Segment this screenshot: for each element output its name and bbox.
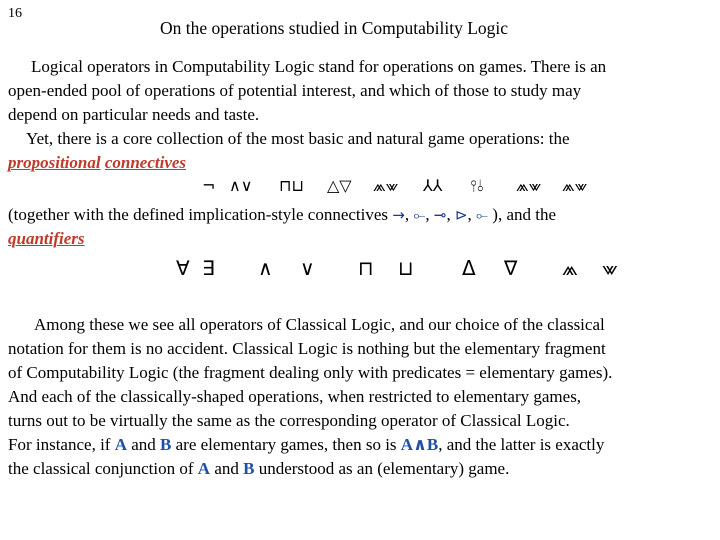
para2-line6-text-d: , and the latter is exactly [438, 435, 605, 454]
implication-symbol-3: ⊸ [433, 206, 447, 224]
para2-line4: And each of the classically-shaped operations, when restricted to elementary games, [8, 387, 582, 406]
negation-symbol: ¬ [202, 176, 216, 195]
recurrence-connectives-symbol: ⩕⩖ [373, 176, 399, 195]
para1-line1: Logical operators in Computability Logic stand for operations on games. There is an [31, 57, 607, 76]
para2-line6-text-b: and [126, 435, 161, 454]
game-B: B [160, 435, 172, 454]
sequential-connectives-symbol: △▽ [327, 176, 352, 195]
sequential-existential-symbol: ∇ [504, 256, 518, 280]
sequential-universal-symbol: Δ [462, 256, 476, 280]
branching-connectives-symbol: ⅄⅄ [423, 176, 443, 195]
game-B-2: B [243, 459, 255, 478]
game-A-and-B: A∧B [400, 435, 439, 454]
parallel-existential-symbol: ∨ [300, 256, 315, 280]
extra-connectives-symbol-1: ⩕⩖ [516, 176, 542, 195]
para2-line1: Among these we see all operators of Classical Logic, and our choice of the classical [34, 315, 605, 334]
implication-symbol-1: → [392, 206, 405, 224]
para2-line5: turns out to be virtually the same as the corresponding operator of Classical Logic. [8, 411, 570, 430]
para2-line7 [8, 457, 509, 481]
game-A: A [114, 435, 127, 454]
implication-text-after: ), and the [492, 205, 557, 224]
para1-line3: depend on particular needs and taste. [8, 105, 260, 124]
term-connectives: connectives [104, 153, 187, 172]
game-A-2: A [197, 459, 211, 478]
para2-line7-text-a: the classical conjunction of [8, 459, 198, 478]
term-quantifiers: quantifiers [8, 229, 85, 248]
choice-connectives-symbol: ⊓⊔ [279, 176, 304, 195]
parallel-universal-symbol: ∧ [258, 256, 273, 280]
exists-symbol: ∃ [202, 256, 215, 280]
para2-line2: notation for them is no accident. Classical Logic is nothing but the elementary fragment [8, 339, 606, 358]
para1-line5 [8, 151, 186, 175]
implication-text-before: (together with the defined implication-style connectives [8, 205, 389, 224]
implication-symbol-2: ⟜ [413, 206, 426, 224]
choice-existential-symbol: ⊔ [398, 256, 414, 280]
para2-line6-text-a: For instance, if [8, 435, 115, 454]
implication-symbol-4: ⊳ [454, 206, 468, 224]
implication-line: (together with the defined implication-style connectives →, ⟜, ⊸, ⊳, ⟜ ), and the [8, 205, 557, 224]
toggling-universal-symbol: ⩕ [562, 256, 578, 280]
para2-line6 [8, 433, 604, 457]
parallel-connectives-symbol: ∧∨ [229, 176, 253, 195]
para2-line7-text-c: understood as an (elementary) game. [254, 459, 510, 478]
corecurrence-connectives-symbol: ⫯⫰ [470, 176, 484, 195]
term-propositional: propositional [8, 153, 101, 172]
implication-symbol-5: ⟜ [476, 206, 489, 224]
slide-title: On the operations studied in Computability Logic [160, 18, 509, 38]
extra-connectives-symbol-2: ⩕⩖ [562, 176, 588, 195]
choice-universal-symbol: ⊓ [358, 256, 374, 280]
forall-symbol: ∀ [176, 256, 190, 280]
para1-line4: Yet, there is a core collection of the most basic and natural game operations: the [26, 129, 570, 148]
para2-line7-text-b: and [210, 459, 244, 478]
para2-line6-text-c: are elementary games, then so is [171, 435, 401, 454]
quantifiers-line [8, 227, 85, 251]
page-number: 16 [8, 6, 22, 21]
para1-line2: open-ended pool of operations of potential interest, and which of those to study may [8, 81, 582, 100]
para2-line3: of Computability Logic (the fragment dealing only with predicates = elementary games). [8, 363, 613, 382]
toggling-existential-symbol: ⩖ [602, 256, 618, 280]
